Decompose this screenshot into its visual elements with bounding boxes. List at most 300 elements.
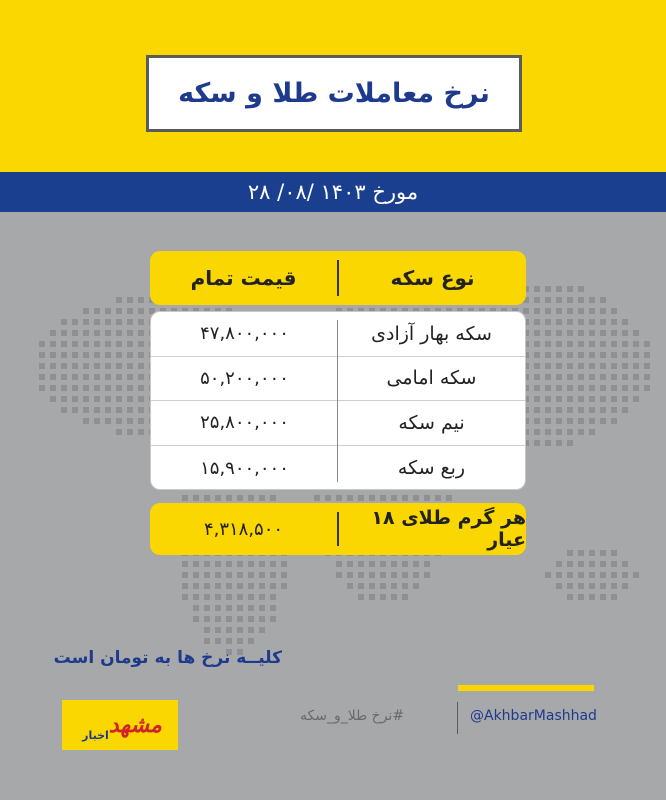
map-dot bbox=[105, 396, 111, 402]
map-dot bbox=[633, 374, 639, 380]
map-dot bbox=[204, 572, 210, 578]
map-dot bbox=[281, 583, 287, 589]
map-dot bbox=[94, 330, 100, 336]
map-dot bbox=[61, 341, 67, 347]
map-dot bbox=[589, 594, 595, 600]
map-dot bbox=[226, 561, 232, 567]
map-dot bbox=[589, 385, 595, 391]
coin-price: ۱۵,۹۰۰,۰۰۰ bbox=[200, 457, 289, 479]
map-dot bbox=[50, 352, 56, 358]
map-dot bbox=[226, 583, 232, 589]
map-dot bbox=[567, 440, 573, 446]
logo-main-text: مشهد bbox=[108, 712, 162, 738]
map-dot bbox=[578, 594, 584, 600]
map-dot bbox=[270, 616, 276, 622]
map-dot bbox=[611, 385, 617, 391]
map-dot bbox=[644, 385, 650, 391]
map-dot bbox=[578, 374, 584, 380]
map-dot bbox=[622, 319, 628, 325]
table-row bbox=[151, 357, 525, 402]
map-dot bbox=[600, 418, 606, 424]
map-dot bbox=[600, 396, 606, 402]
map-dot bbox=[633, 352, 639, 358]
map-dot bbox=[50, 385, 56, 391]
map-dot bbox=[138, 341, 144, 347]
map-dot bbox=[545, 308, 551, 314]
map-dot bbox=[556, 396, 562, 402]
map-dot bbox=[127, 363, 133, 369]
map-dot bbox=[578, 363, 584, 369]
map-dot bbox=[589, 429, 595, 435]
coin-price: ۲۵,۸۰۰,۰۰۰ bbox=[200, 412, 289, 434]
map-dot bbox=[127, 308, 133, 314]
map-dot bbox=[556, 319, 562, 325]
map-dot bbox=[424, 572, 430, 578]
map-dot bbox=[611, 330, 617, 336]
map-dot bbox=[248, 627, 254, 633]
map-dot bbox=[138, 396, 144, 402]
map-dot bbox=[589, 341, 595, 347]
map-dot bbox=[534, 286, 540, 292]
map-dot bbox=[83, 330, 89, 336]
coin-price: ۴۷,۸۰۰,۰۰۰ bbox=[200, 323, 289, 345]
map-dot bbox=[83, 407, 89, 413]
map-dot bbox=[204, 561, 210, 567]
map-dot bbox=[600, 352, 606, 358]
map-dot bbox=[545, 352, 551, 358]
map-dot bbox=[61, 363, 67, 369]
map-dot bbox=[237, 627, 243, 633]
map-dot bbox=[116, 297, 122, 303]
map-dot bbox=[72, 385, 78, 391]
map-dot bbox=[138, 429, 144, 435]
map-dot bbox=[83, 319, 89, 325]
map-dot bbox=[556, 429, 562, 435]
map-dot bbox=[248, 495, 254, 501]
map-dot bbox=[567, 396, 573, 402]
map-dot bbox=[105, 363, 111, 369]
map-dot bbox=[380, 495, 386, 501]
map-dot bbox=[391, 561, 397, 567]
map-dot bbox=[446, 495, 452, 501]
map-dot bbox=[534, 429, 540, 435]
map-dot bbox=[259, 583, 265, 589]
map-dot bbox=[72, 396, 78, 402]
table-row bbox=[151, 446, 525, 491]
date-label: مورخ ۱۴۰۳ /۰۸/ ۲۸ bbox=[247, 180, 419, 204]
map-dot bbox=[105, 341, 111, 347]
map-dot bbox=[567, 583, 573, 589]
map-dot bbox=[94, 374, 100, 380]
map-dot bbox=[193, 583, 199, 589]
map-dot bbox=[215, 583, 221, 589]
map-dot bbox=[369, 583, 375, 589]
map-dot bbox=[556, 363, 562, 369]
map-dot bbox=[248, 594, 254, 600]
map-dot bbox=[127, 319, 133, 325]
map-dot bbox=[600, 308, 606, 314]
map-dot bbox=[83, 363, 89, 369]
map-dot bbox=[556, 418, 562, 424]
map-dot bbox=[72, 330, 78, 336]
map-dot bbox=[589, 561, 595, 567]
map-dot bbox=[204, 616, 210, 622]
map-dot bbox=[622, 385, 628, 391]
map-dot bbox=[633, 330, 639, 336]
map-dot bbox=[72, 352, 78, 358]
map-dot bbox=[248, 605, 254, 611]
map-dot bbox=[600, 583, 606, 589]
map-dot bbox=[83, 308, 89, 314]
map-dot bbox=[567, 319, 573, 325]
coin-price: ۵۰,۲۰۰,۰۰۰ bbox=[200, 367, 289, 389]
map-dot bbox=[94, 385, 100, 391]
map-dot bbox=[369, 594, 375, 600]
map-dot bbox=[72, 363, 78, 369]
map-dot bbox=[534, 330, 540, 336]
map-dot bbox=[589, 319, 595, 325]
map-dot bbox=[193, 605, 199, 611]
map-dot bbox=[578, 429, 584, 435]
map-dot bbox=[72, 341, 78, 347]
map-dot bbox=[578, 341, 584, 347]
map-dot bbox=[391, 572, 397, 578]
map-dot bbox=[622, 583, 628, 589]
map-dot bbox=[545, 418, 551, 424]
map-dot bbox=[402, 561, 408, 567]
map-dot bbox=[567, 374, 573, 380]
map-dot bbox=[248, 561, 254, 567]
map-dot bbox=[545, 396, 551, 402]
map-dot bbox=[402, 572, 408, 578]
map-dot bbox=[633, 396, 639, 402]
map-dot bbox=[556, 352, 562, 358]
map-dot bbox=[61, 330, 67, 336]
map-dot bbox=[600, 297, 606, 303]
map-dot bbox=[182, 561, 188, 567]
map-dot bbox=[226, 638, 232, 644]
map-dot bbox=[61, 374, 67, 380]
map-dot bbox=[105, 319, 111, 325]
map-dot bbox=[50, 341, 56, 347]
map-dot bbox=[281, 561, 287, 567]
logo-sub-text: اخبار bbox=[82, 729, 109, 742]
map-dot bbox=[215, 495, 221, 501]
map-dot bbox=[534, 407, 540, 413]
map-dot bbox=[259, 605, 265, 611]
map-dot bbox=[622, 341, 628, 347]
map-dot bbox=[380, 594, 386, 600]
map-dot bbox=[94, 407, 100, 413]
map-dot bbox=[336, 495, 342, 501]
gold-gram-box bbox=[150, 503, 526, 555]
map-dot bbox=[259, 616, 265, 622]
map-dot bbox=[83, 396, 89, 402]
map-dot bbox=[50, 374, 56, 380]
map-dot bbox=[391, 594, 397, 600]
map-dot bbox=[138, 297, 144, 303]
map-dot bbox=[611, 407, 617, 413]
map-dot bbox=[633, 572, 639, 578]
map-dot bbox=[534, 319, 540, 325]
map-dot bbox=[567, 385, 573, 391]
hashtag-link[interactable]: #نرخ طلا_و_سکه bbox=[300, 708, 405, 724]
map-dot bbox=[116, 319, 122, 325]
map-dot bbox=[116, 341, 122, 347]
page-title: نرخ معاملات طلا و سکه bbox=[178, 78, 490, 109]
map-dot bbox=[138, 352, 144, 358]
map-dot bbox=[589, 297, 595, 303]
map-dot bbox=[600, 385, 606, 391]
map-dot bbox=[589, 330, 595, 336]
map-dot bbox=[622, 572, 628, 578]
map-dot bbox=[83, 385, 89, 391]
map-dot bbox=[325, 495, 331, 501]
map-dot bbox=[61, 407, 67, 413]
map-dot bbox=[424, 495, 430, 501]
map-dot bbox=[622, 352, 628, 358]
map-dot bbox=[578, 330, 584, 336]
map-dot bbox=[413, 495, 419, 501]
map-dot bbox=[127, 396, 133, 402]
map-dot bbox=[556, 440, 562, 446]
map-dot bbox=[270, 605, 276, 611]
social-handle-link[interactable]: @AkhbarMashhad bbox=[470, 708, 597, 724]
map-dot bbox=[611, 319, 617, 325]
map-dot bbox=[567, 572, 573, 578]
map-dot bbox=[116, 385, 122, 391]
map-dot bbox=[127, 341, 133, 347]
map-dot bbox=[556, 330, 562, 336]
map-dot bbox=[556, 286, 562, 292]
map-dot bbox=[94, 363, 100, 369]
map-dot bbox=[402, 583, 408, 589]
map-dot bbox=[545, 572, 551, 578]
map-dot bbox=[567, 363, 573, 369]
map-dot bbox=[556, 561, 562, 567]
column-divider bbox=[337, 320, 338, 482]
map-dot bbox=[237, 638, 243, 644]
map-dot bbox=[204, 605, 210, 611]
map-dot bbox=[380, 572, 386, 578]
map-dot bbox=[105, 407, 111, 413]
map-dot bbox=[215, 572, 221, 578]
map-dot bbox=[347, 561, 353, 567]
map-dot bbox=[600, 550, 606, 556]
map-dot bbox=[94, 396, 100, 402]
map-dot bbox=[589, 550, 595, 556]
date-bar bbox=[0, 172, 666, 212]
map-dot bbox=[611, 550, 617, 556]
map-dot bbox=[248, 616, 254, 622]
map-dot bbox=[578, 308, 584, 314]
map-dot bbox=[193, 616, 199, 622]
map-dot bbox=[138, 385, 144, 391]
map-dot bbox=[413, 583, 419, 589]
map-dot bbox=[347, 572, 353, 578]
map-dot bbox=[347, 583, 353, 589]
map-dot bbox=[534, 308, 540, 314]
map-dot bbox=[589, 572, 595, 578]
map-dot bbox=[215, 616, 221, 622]
map-dot bbox=[193, 572, 199, 578]
map-dot bbox=[127, 407, 133, 413]
map-dot bbox=[369, 561, 375, 567]
map-dot bbox=[39, 385, 45, 391]
map-dot bbox=[589, 363, 595, 369]
map-dot bbox=[226, 572, 232, 578]
map-dot bbox=[193, 561, 199, 567]
map-dot bbox=[270, 594, 276, 600]
table-row bbox=[151, 401, 525, 446]
map-dot bbox=[611, 308, 617, 314]
map-dot bbox=[138, 374, 144, 380]
map-dot bbox=[358, 583, 364, 589]
map-dot bbox=[633, 363, 639, 369]
map-dot bbox=[72, 407, 78, 413]
map-dot bbox=[226, 594, 232, 600]
map-dot bbox=[545, 440, 551, 446]
map-dot bbox=[556, 308, 562, 314]
header-band bbox=[0, 0, 666, 172]
map-dot bbox=[193, 495, 199, 501]
map-dot bbox=[545, 374, 551, 380]
map-dot bbox=[633, 385, 639, 391]
map-dot bbox=[182, 495, 188, 501]
map-dot bbox=[116, 418, 122, 424]
map-dot bbox=[611, 341, 617, 347]
map-dot bbox=[138, 363, 144, 369]
map-dot bbox=[600, 341, 606, 347]
map-dot bbox=[534, 374, 540, 380]
map-dot bbox=[127, 429, 133, 435]
map-dot bbox=[622, 330, 628, 336]
map-dot bbox=[237, 572, 243, 578]
map-dot bbox=[358, 594, 364, 600]
map-dot bbox=[545, 341, 551, 347]
map-dot bbox=[116, 330, 122, 336]
map-dot bbox=[600, 319, 606, 325]
map-dot bbox=[270, 583, 276, 589]
map-dot bbox=[72, 374, 78, 380]
currency-note: کلیــه نرخ ها به تومان است bbox=[53, 648, 282, 668]
map-dot bbox=[413, 561, 419, 567]
map-dot bbox=[50, 363, 56, 369]
map-dot bbox=[600, 363, 606, 369]
map-dot bbox=[633, 341, 639, 347]
map-dot bbox=[545, 330, 551, 336]
map-dot bbox=[578, 572, 584, 578]
map-dot bbox=[127, 297, 133, 303]
map-dot bbox=[281, 572, 287, 578]
map-dot bbox=[105, 385, 111, 391]
map-dot bbox=[578, 561, 584, 567]
map-dot bbox=[545, 429, 551, 435]
map-dot bbox=[567, 297, 573, 303]
map-dot bbox=[578, 319, 584, 325]
map-dot bbox=[589, 407, 595, 413]
map-dot bbox=[600, 561, 606, 567]
map-dot bbox=[270, 572, 276, 578]
map-dot bbox=[61, 385, 67, 391]
map-dot bbox=[259, 495, 265, 501]
gold-gram-price: ۴,۳۱۸,۵۰۰ bbox=[203, 518, 284, 540]
header-divider bbox=[337, 260, 339, 296]
map-dot bbox=[94, 308, 100, 314]
map-dot bbox=[259, 561, 265, 567]
map-dot bbox=[545, 407, 551, 413]
map-dot bbox=[116, 308, 122, 314]
map-dot bbox=[567, 594, 573, 600]
map-dot bbox=[94, 418, 100, 424]
map-dot bbox=[391, 583, 397, 589]
map-dot bbox=[556, 385, 562, 391]
map-dot bbox=[369, 572, 375, 578]
map-dot bbox=[105, 374, 111, 380]
map-dot bbox=[116, 374, 122, 380]
map-dot bbox=[622, 363, 628, 369]
map-dot bbox=[644, 363, 650, 369]
map-dot bbox=[435, 495, 441, 501]
map-dot bbox=[611, 583, 617, 589]
map-dot bbox=[226, 616, 232, 622]
map-dot bbox=[237, 594, 243, 600]
map-dot bbox=[567, 550, 573, 556]
map-dot bbox=[589, 374, 595, 380]
map-dot bbox=[61, 396, 67, 402]
map-dot bbox=[578, 286, 584, 292]
map-dot bbox=[578, 583, 584, 589]
gold-gram-divider bbox=[337, 512, 339, 546]
map-dot bbox=[358, 561, 364, 567]
header-full-price: قیمت تمام bbox=[190, 266, 297, 290]
footer-accent-line bbox=[458, 685, 594, 691]
map-dot bbox=[545, 297, 551, 303]
map-dot bbox=[545, 363, 551, 369]
map-dot bbox=[127, 385, 133, 391]
map-dot bbox=[578, 407, 584, 413]
coin-name: ربع سکه bbox=[397, 457, 466, 480]
map-dot bbox=[83, 418, 89, 424]
map-dot bbox=[567, 308, 573, 314]
map-dot bbox=[259, 572, 265, 578]
table-row bbox=[151, 312, 525, 357]
map-dot bbox=[611, 572, 617, 578]
map-dot bbox=[644, 341, 650, 347]
map-dot bbox=[127, 330, 133, 336]
map-dot bbox=[270, 561, 276, 567]
map-dot bbox=[39, 352, 45, 358]
map-dot bbox=[534, 396, 540, 402]
map-dot bbox=[182, 583, 188, 589]
map-dot bbox=[534, 440, 540, 446]
map-dot bbox=[358, 572, 364, 578]
map-dot bbox=[270, 495, 276, 501]
map-dot bbox=[567, 429, 573, 435]
map-dot bbox=[237, 583, 243, 589]
map-dot bbox=[578, 385, 584, 391]
map-dot bbox=[391, 495, 397, 501]
map-dot bbox=[248, 638, 254, 644]
map-dot bbox=[127, 352, 133, 358]
map-dot bbox=[116, 396, 122, 402]
map-dot bbox=[600, 594, 606, 600]
footer-divider bbox=[457, 702, 458, 734]
map-dot bbox=[369, 495, 375, 501]
map-dot bbox=[226, 495, 232, 501]
map-dot bbox=[39, 363, 45, 369]
map-dot bbox=[600, 330, 606, 336]
